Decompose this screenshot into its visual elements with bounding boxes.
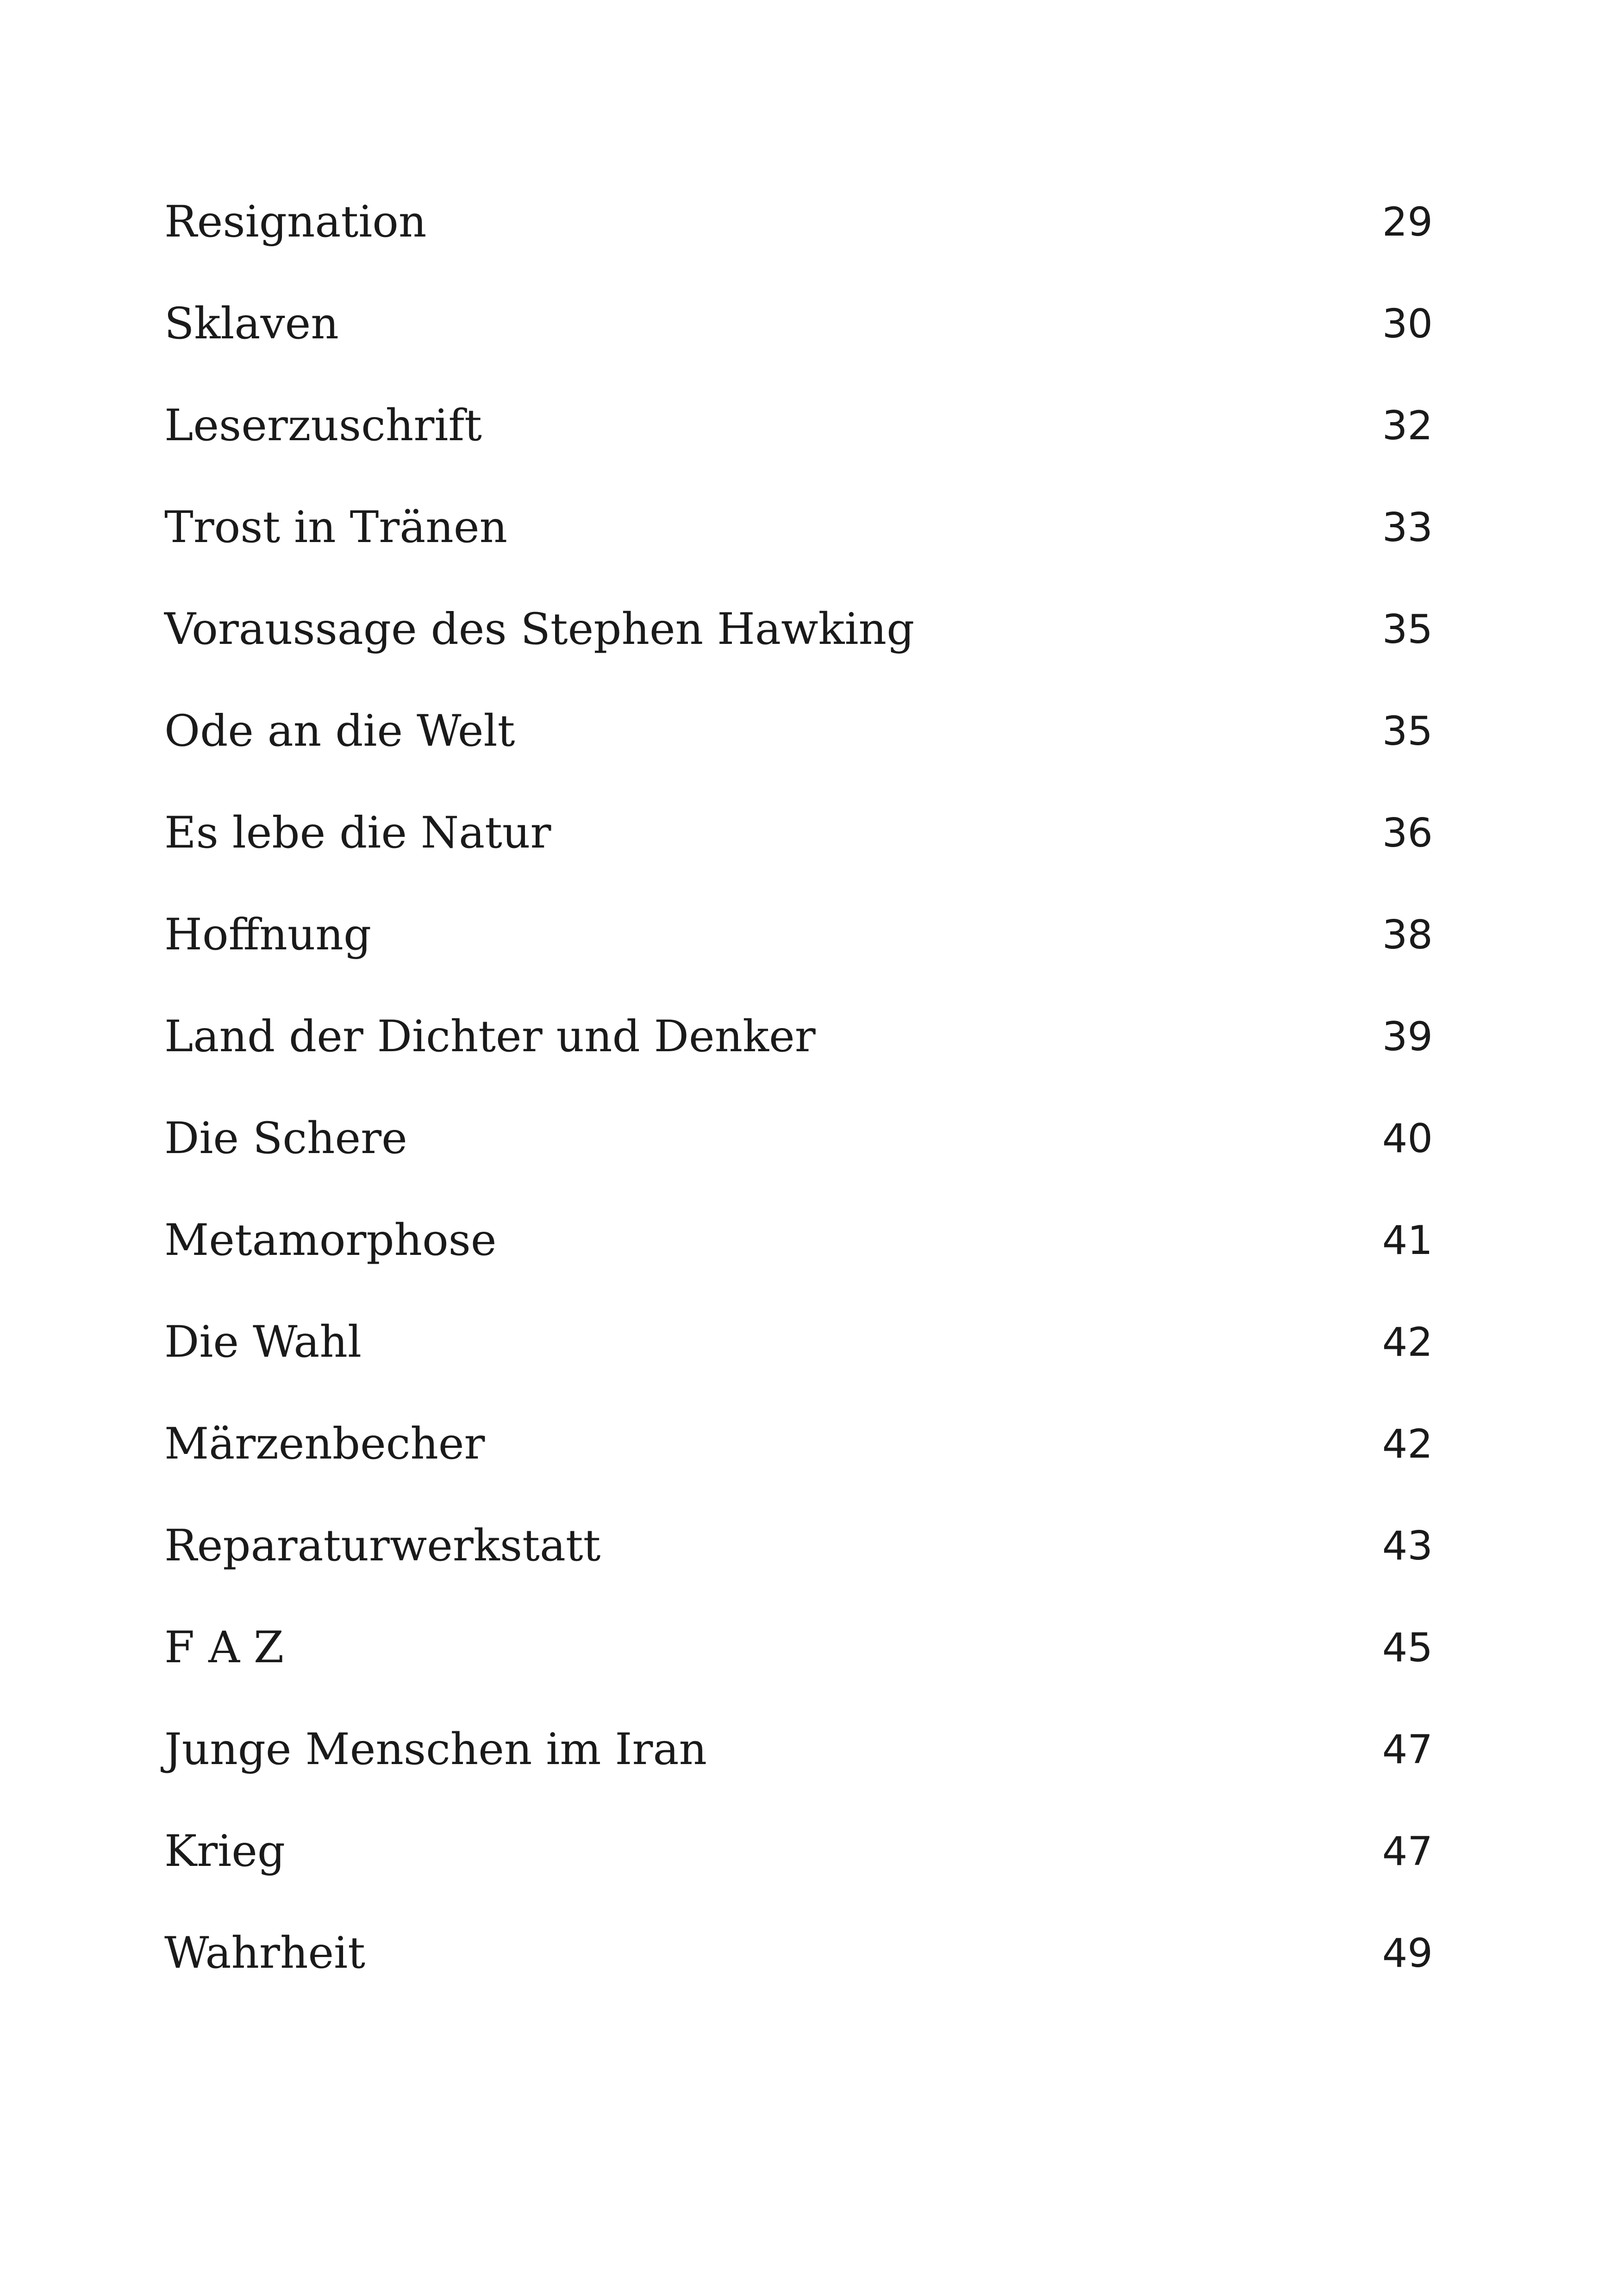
toc-entry-title: Die Schere (164, 1113, 407, 1164)
toc-entry-title: Trost in Tränen (164, 502, 507, 553)
toc-entry-title: Metamorphose (164, 1215, 497, 1266)
toc-entry-title: Resignation (164, 197, 427, 247)
toc-entry (164, 1611, 1433, 1685)
toc-entry-page-number: 29 (1382, 199, 1433, 245)
toc-entry (164, 491, 1433, 565)
toc-entry-page-number: 39 (1382, 1014, 1433, 1060)
toc-entry-title: Land der Dichter und Denker (164, 1011, 816, 1062)
toc-entry-page-number: 35 (1382, 606, 1433, 653)
toc-entry-title: Wahrheit (164, 1928, 365, 1978)
toc-entry (164, 185, 1433, 259)
toc-entry-title: Hoffnung (164, 910, 372, 960)
toc-entry-title: Junge Menschen im Iran (164, 1724, 707, 1775)
toc-entry (164, 1509, 1433, 1583)
toc-entry (164, 1204, 1433, 1278)
toc-entry (164, 694, 1433, 768)
toc-entry-title: Krieg (164, 1826, 286, 1877)
toc-entry (164, 1815, 1433, 1889)
toc-entry-title: Voraussage des Stephen Hawking (164, 604, 915, 655)
toc-entry-page-number: 45 (1382, 1625, 1433, 1671)
toc-entry-page-number: 47 (1382, 1828, 1433, 1875)
toc-entry-page-number: 33 (1382, 505, 1433, 551)
toc-entry-page-number: 36 (1382, 810, 1433, 856)
toc-entry-page-number: 49 (1382, 1930, 1433, 1977)
toc-entry-title: Märzenbecher (164, 1419, 485, 1469)
toc-entry (164, 1407, 1433, 1481)
toc-entry-page-number: 42 (1382, 1319, 1433, 1366)
toc-entry (164, 389, 1433, 463)
toc-entry-title: F A Z (164, 1622, 284, 1673)
toc-entry-title: Sklaven (164, 299, 339, 349)
toc-entry-page-number: 32 (1382, 403, 1433, 449)
toc-entry-page-number: 38 (1382, 912, 1433, 958)
toc-entry-page-number: 30 (1382, 301, 1433, 347)
toc-entry (164, 1916, 1433, 1990)
toc-entry-page-number: 43 (1382, 1523, 1433, 1569)
toc-entry-title: Ode an die Welt (164, 706, 515, 756)
toc-entry (164, 287, 1433, 361)
toc-entry (164, 898, 1433, 972)
toc-entry-title: Die Wahl (164, 1317, 362, 1367)
toc-entry-page-number: 42 (1382, 1421, 1433, 1467)
toc-entry-page-number: 47 (1382, 1727, 1433, 1773)
toc-entry (164, 796, 1433, 870)
toc-entry (164, 1305, 1433, 1379)
toc-entry-page-number: 35 (1382, 708, 1433, 755)
toc-entry-page-number: 40 (1382, 1116, 1433, 1162)
toc-entry-title: Reparaturwerkstatt (164, 1521, 601, 1571)
toc-entry (164, 592, 1433, 667)
toc-entry (164, 1713, 1433, 1787)
toc-entry-title: Leserzuschrift (164, 400, 482, 451)
toc-entry (164, 1102, 1433, 1176)
toc-entry-page-number: 41 (1382, 1217, 1433, 1264)
toc-entry-title: Es lebe die Natur (164, 808, 551, 858)
toc-entry (164, 1000, 1433, 1074)
